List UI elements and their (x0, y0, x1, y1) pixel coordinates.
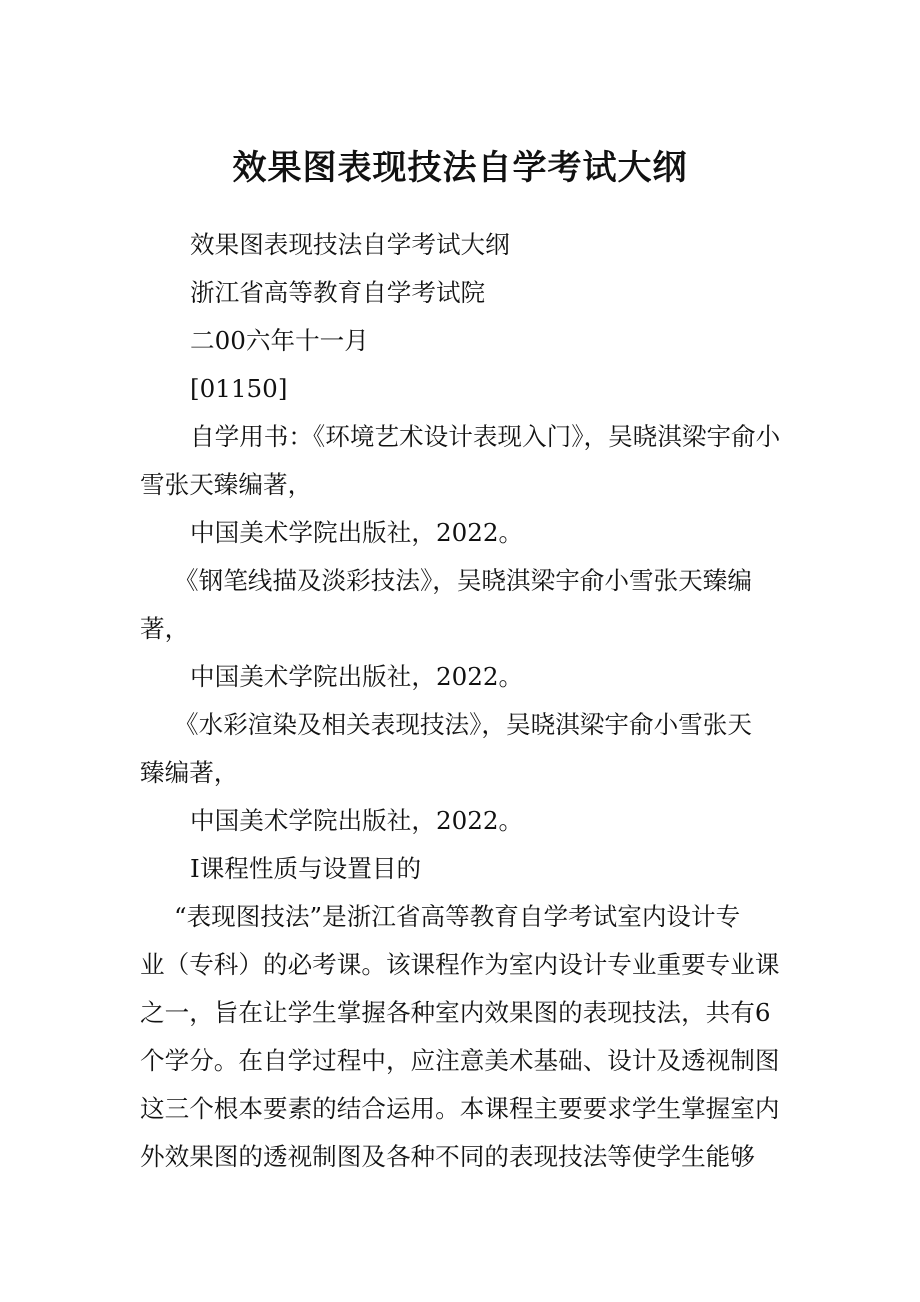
text-line: 二00六年十一月 (190, 326, 369, 355)
text-line: 中国美术学院出版社，2022。 (190, 806, 524, 835)
text-line: 雪张天臻编著， (140, 470, 313, 499)
text-line: 这三个根本要素的结合运用。本课程主要要求学生掌握室内 (140, 1094, 780, 1123)
document-body (140, 221, 790, 1181)
text-line: 外效果图的透视制图及各种不同的表现技法等使学生能够 (140, 1142, 755, 1171)
text-line: [01150] (190, 374, 288, 403)
text-line: 自学用书：《环境艺术设计表现入门》，吴晓淇梁宇俞小 (190, 422, 781, 451)
text-line: 个学分。在自学过程中，应注意美术基础、设计及透视制图 (140, 1046, 780, 1075)
text-line: 臻编著， (140, 758, 239, 787)
text-line: 《水彩渲染及相关表现技法》，吴晓淇梁宇俞小雪张天 (174, 710, 752, 739)
document-title: 效果图表现技法自学考试大纲 (232, 148, 688, 188)
text-line: 中国美术学院出版社，2022。 (190, 662, 524, 691)
text-line: “表现图技法”是浙江省高等教育自学考试室内设计专 (174, 902, 741, 931)
text-line: 业（专科）的必考课。该课程作为室内设计专业重要专业课 (140, 950, 780, 979)
text-line: 著， (140, 614, 190, 643)
text-line: 《钢笔线描及淡彩技法》，吴晓淇梁宇俞小雪张天臻编 (174, 566, 752, 595)
text-line: 浙江省高等教育自学考试院 (190, 278, 486, 307)
text-line: Ⅰ课程性质与设置目的 (190, 854, 422, 883)
text-line: 效果图表现技法自学考试大纲 (190, 230, 510, 259)
text-line: 中国美术学院出版社，2022。 (190, 518, 524, 547)
text-line: 之一，旨在让学生掌握各种室内效果图的表现技法，共有6 (140, 998, 771, 1027)
